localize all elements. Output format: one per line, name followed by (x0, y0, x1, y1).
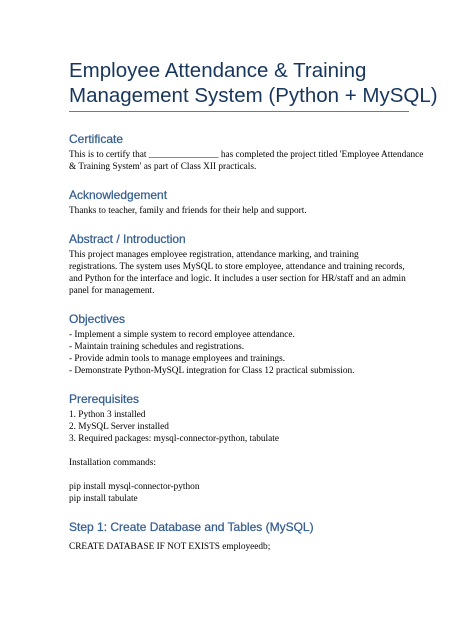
abstract-line: This project manages employee registration, attendance marking, and training (69, 250, 359, 260)
prerequisites-section (69, 392, 409, 505)
acknowledgement-heading: Acknowledgement (69, 188, 168, 202)
abstract-line: and Python for the interface and logic. It includes a user section for HR/staff and an admin (69, 274, 406, 284)
abstract-line: registrations. The system uses MySQL to store employee, attendance and training records, (69, 262, 405, 272)
objectives-heading: Objectives (69, 312, 126, 326)
objectives-section (69, 312, 409, 377)
sql-code-line: CREATE DATABASE IF NOT EXISTS employeedb; (69, 542, 271, 552)
objective-item: - Implement a simple system to record employee attendance. (69, 330, 295, 340)
step1-heading: Step 1: Create Database and Tables (MySQL) (69, 520, 314, 534)
install-command: pip install tabulate (69, 494, 138, 504)
install-command: pip install mysql-connector-python (69, 482, 200, 492)
prerequisite-item: 2. MySQL Server installed (69, 422, 169, 432)
acknowledgement-section (69, 188, 409, 217)
paragraph-gap (69, 469, 409, 481)
objective-item: - Provide admin tools to manage employees and trainings. (69, 354, 286, 364)
prerequisite-item: 1. Python 3 installed (69, 410, 146, 420)
certificate-text-line: This is to certify that _______________ has completed the project titled 'Employee Attendance (69, 150, 424, 160)
document-content (69, 58, 438, 553)
certificate-section (69, 132, 424, 173)
certificate-heading: Certificate (69, 132, 124, 146)
title-line-2: Management System (Python + MySQL) (69, 84, 438, 107)
abstract-line: panel for management. (69, 286, 155, 296)
installation-commands-label: Installation commands: (69, 458, 157, 468)
title-line-1: Employee Attendance & Training (69, 59, 367, 82)
objective-item: - Maintain training schedules and registrations. (69, 342, 245, 352)
step1-section (69, 520, 409, 553)
document-title (69, 58, 438, 112)
paragraph-gap (69, 445, 409, 457)
abstract-heading: Abstract / Introduction (69, 232, 186, 246)
objective-item: - Demonstrate Python-MySQL integration for Class 12 practical submission. (69, 366, 355, 376)
certificate-text-line: & Training System' as part of Class XII practicals. (69, 162, 257, 172)
abstract-section (69, 232, 409, 297)
prerequisites-heading: Prerequisites (69, 392, 140, 406)
acknowledgement-text: Thanks to teacher, family and friends for their help and support. (69, 206, 307, 216)
prerequisite-item: 3. Required packages: mysql-connector-python, tabulate (69, 434, 279, 444)
